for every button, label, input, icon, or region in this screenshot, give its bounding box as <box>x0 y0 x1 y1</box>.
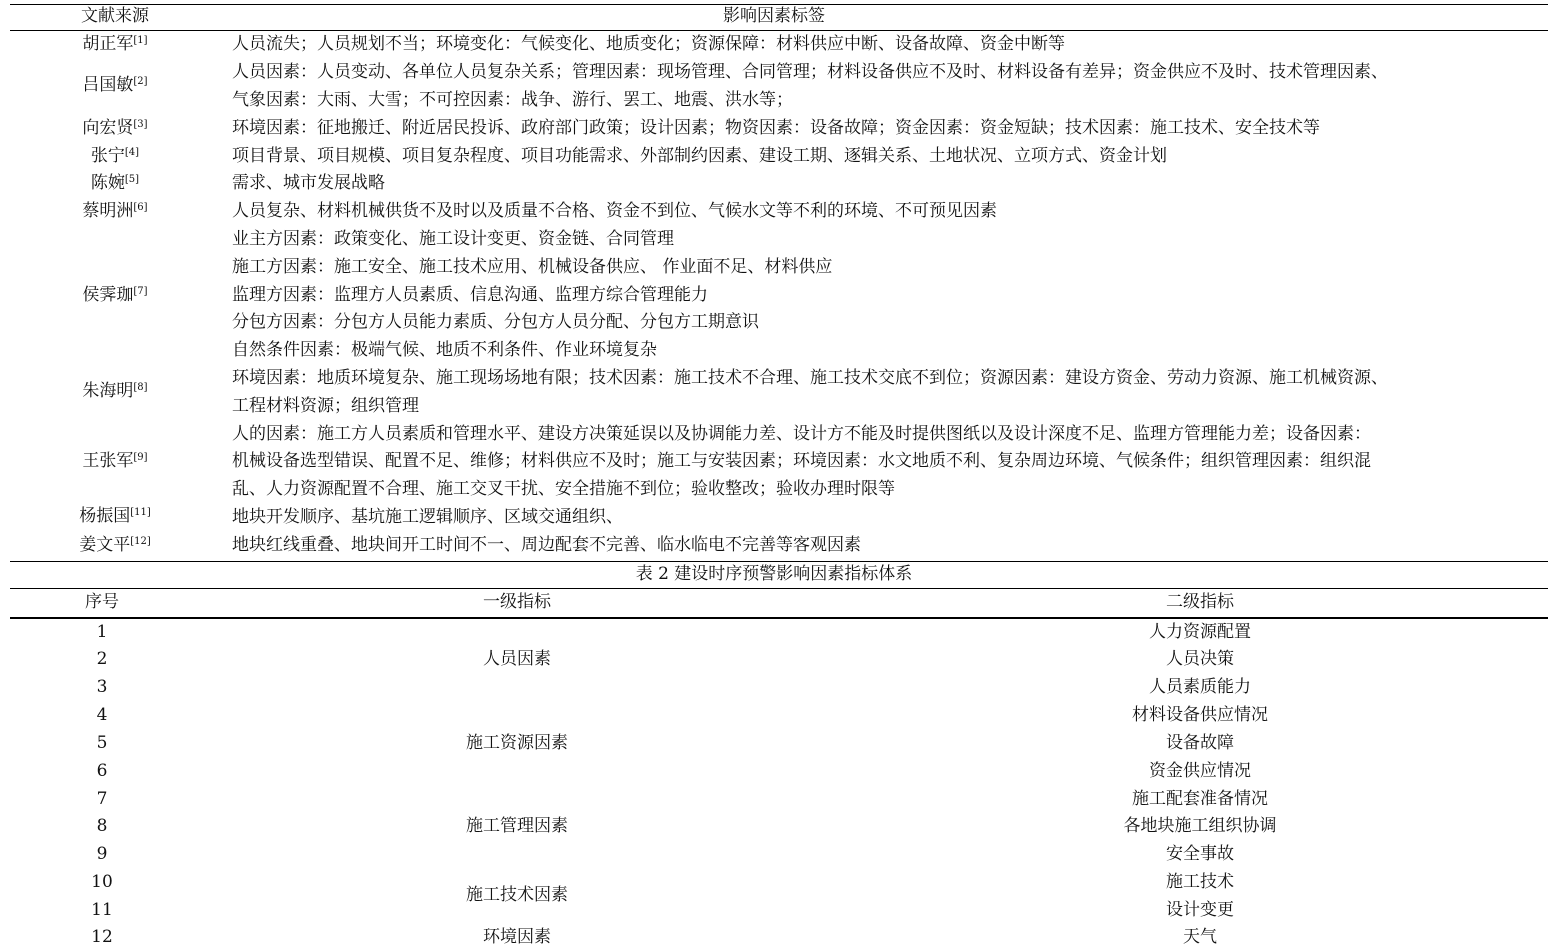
factor-line: 人的因素：施工方人员素质和管理水平、建设方决策延误以及协调能力差、设计方不能及时提供图纸以及设计深度不足、监理方管理能力差；设备因素： <box>232 424 1371 444</box>
level2-cell: 安全事故 <box>1166 844 1234 864</box>
factor-line: 分包方因素：分包方人员能力素质、分包方人员分配、分包方工期意识 <box>232 312 759 332</box>
factor-line: 项目背景、项目规模、项目复杂程度、项目功能需求、外部制约因素、建设工期、逐辑关系、土地状况、立项方式、资金计划 <box>232 146 1167 166</box>
author-cell: 侯霁珈[7] <box>82 285 148 305</box>
author-cell: 张宁[4] <box>90 146 140 166</box>
row-number: 6 <box>96 761 108 781</box>
table1-header-source: 文献来源 <box>81 6 149 26</box>
level2-cell: 材料设备供应情况 <box>1132 705 1268 725</box>
level2-cell: 资金供应情况 <box>1149 761 1251 781</box>
row-number: 8 <box>96 816 108 836</box>
table2-header-rule <box>10 617 1548 619</box>
factor-line: 地块开发顺序、基坑施工逻辑顺序、区域交通组织、 <box>232 507 623 527</box>
row-number: 3 <box>96 677 108 697</box>
table1-header-rule <box>10 30 1548 31</box>
factor-line: 乱、人力资源配置不合理、施工交叉干扰、安全措施不到位；验收整改；验收办理时限等 <box>232 479 895 499</box>
table1-top-rule <box>10 4 1548 5</box>
author-cell: 吕国敏[2] <box>82 75 148 95</box>
author-cell: 杨振国[11] <box>79 506 151 526</box>
table2-caption: 表 2 建设时序预警影响因素指标体系 <box>635 564 913 584</box>
row-number: 7 <box>96 789 108 809</box>
table2-header-no: 序号 <box>85 592 119 612</box>
factor-line: 人员流失；人员规划不当；环境变化：气候变化、地质变化；资源保障：材料供应中断、设备故障、资金中断等 <box>232 34 1065 54</box>
factor-line: 业主方因素：政策变化、施工设计变更、资金链、合同管理 <box>232 229 674 249</box>
level2-cell: 人力资源配置 <box>1149 622 1251 642</box>
row-number: 12 <box>91 927 113 947</box>
table2-header-level2: 二级指标 <box>1166 592 1234 612</box>
factor-line: 需求、城市发展战略 <box>232 173 385 193</box>
factor-line: 人员因素：人员变动、各单位人员复杂关系；管理因素：现场管理、合同管理；材料设备供应不及时、材料设备有差异；资金供应不及时、技术管理因素、 <box>232 62 1388 82</box>
row-number: 2 <box>96 649 108 669</box>
level2-cell: 施工配套准备情况 <box>1132 789 1268 809</box>
author-cell: 胡正军[1] <box>82 34 148 54</box>
row-number: 9 <box>96 844 108 864</box>
level2-cell: 施工技术 <box>1166 872 1234 892</box>
factor-line: 工程材料资源；组织管理 <box>232 396 419 416</box>
row-number: 5 <box>96 733 108 753</box>
table1-bottom-rule <box>10 561 1548 562</box>
level2-cell: 设备故障 <box>1166 733 1234 753</box>
author-cell: 王张军[9] <box>82 451 148 471</box>
row-number: 4 <box>96 705 108 725</box>
row-number: 11 <box>91 900 113 920</box>
factor-line: 自然条件因素：极端气候、地质不利条件、作业环境复杂 <box>232 340 657 360</box>
level2-cell: 人员决策 <box>1166 649 1234 669</box>
factor-line: 环境因素：地质环境复杂、施工现场场地有限；技术因素：施工技术不合理、施工技术交底不到位；资源因素：建设方资金、劳动力资源、施工机械资源、 <box>232 368 1388 388</box>
level1-cell: 环境因素 <box>483 927 551 947</box>
level2-cell: 人员素质能力 <box>1149 677 1251 697</box>
level2-cell: 各地块施工组织协调 <box>1123 816 1277 836</box>
level2-cell: 设计变更 <box>1166 900 1234 920</box>
factor-line: 机械设备选型错误、配置不足、维修；材料供应不及时；施工与安装因素；环境因素：水文地质不利、复杂周边环境、气候条件；组织管理因素：组织混 <box>232 451 1371 471</box>
author-cell: 陈婉[5] <box>90 173 140 193</box>
row-number: 10 <box>91 872 113 892</box>
table1-header-factors: 影响因素标签 <box>723 6 825 26</box>
row-number: 1 <box>96 622 108 642</box>
table2-header-level1: 一级指标 <box>483 592 551 612</box>
factor-line: 施工方因素：施工安全、施工技术应用、机械设备供应、 作业面不足、材料供应 <box>232 257 833 277</box>
level2-cell: 天气 <box>1183 927 1217 947</box>
level1-cell: 施工管理因素 <box>466 816 568 836</box>
factor-line: 气象因素：大雨、大雪；不可控因素：战争、游行、罢工、地震、洪水等； <box>232 90 793 110</box>
author-cell: 姜文平[12] <box>79 535 151 555</box>
author-cell: 朱海明[8] <box>82 381 148 401</box>
factor-line: 地块红线重叠、地块间开工时间不一、周边配套不完善、临水临电不完善等客观因素 <box>232 535 861 555</box>
author-cell: 蔡明洲[6] <box>82 201 148 221</box>
level1-cell: 人员因素 <box>483 649 551 669</box>
level1-cell: 施工技术因素 <box>466 885 568 905</box>
factor-line: 环境因素：征地搬迁、附近居民投诉、政府部门政策；设计因素；物资因素：设备故障；资金因素：资金短缺；技术因素：施工技术、安全技术等 <box>232 118 1320 138</box>
factor-line: 监理方因素：监理方人员素质、信息沟通、监理方综合管理能力 <box>232 285 708 305</box>
table2-top-rule <box>10 588 1548 589</box>
factor-line: 人员复杂、材料机械供货不及时以及质量不合格、资金不到位、气候水文等不利的环境、不可预见因素 <box>232 201 997 221</box>
level1-cell: 施工资源因素 <box>466 733 568 753</box>
author-cell: 向宏贤[3] <box>82 118 148 138</box>
